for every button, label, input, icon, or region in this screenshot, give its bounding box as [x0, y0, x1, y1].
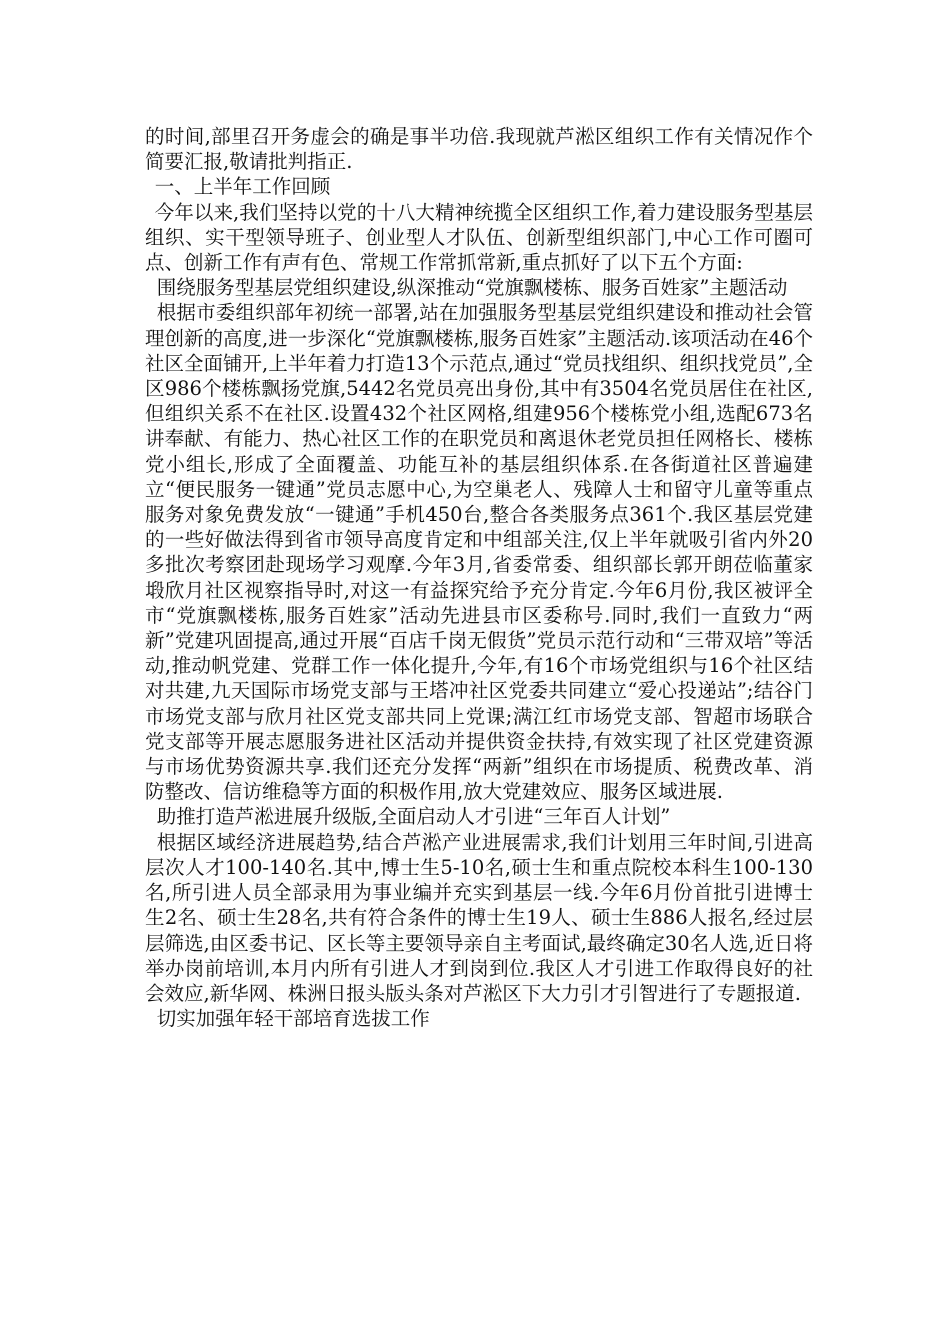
subheading-party-building: 围绕服务型基层党组织建设,纵深推动“党旗飘楼栋、服务百姓家”主题活动: [156, 276, 788, 300]
talent-plan-paragraph: 根据区域经济进展趋势,结合芦淞产业进展需求,我们计划用三年时间,引进高层次人才100-140名.其中,博士生5-10名,硕士生和重点院校本科生100-130名,所引进人员全部录用为事业编并充实到基层一线.今年6月份首批引进博士生2名、硕士生28名,共有符合条件的博士生19人、硕士生886人报名,经过层层筛选,由区委书记、区长等主要领导亲自主考面试,最终确定30名人选,近日将举办岗前培训,本月内所有引进人才到岗到位.我区人才引进工作取得良好的社会效应,新华网、株洲日报头版头条对芦淞区下大力引才引智进行了专题报道.: [145, 830, 813, 1005]
subheading-talent-plan: 助推打造芦淞进展升级版,全面启动人才引进“三年百人计划”: [156, 805, 671, 829]
subheading-young-cadres: 切实加强年轻干部培育选拔工作: [156, 1007, 430, 1031]
overview-paragraph: 今年以来,我们坚持以党的十八大精神统揽全区组织工作,着力建设服务型基层组织、实干型领导班子、创业型人才队伍、创新型组织部门,中心工作可圈可点、创新工作有声有色、常规工作常抓常新,重点抓好了以下五个方面:: [145, 200, 813, 275]
intro-paragraph: 的时间,部里召开务虚会的确是事半功倍.我现就芦淞区组织工作有关情况作个简要汇报,敬请批判指正.: [145, 125, 813, 174]
section-heading-review: 一、上半年工作回顾: [154, 175, 331, 199]
party-building-paragraph: 根据市委组织部年初统一部署,站在加强服务型基层党组织建设和推动社会管理创新的高度,进一步深化“党旗飘楼栋,服务百姓家”主题活动.该项活动在46个社区全面铺开,上半年着力打造13个示范点,通过“党员找组织、组织找党员”,全区986个楼栋飘扬党旗,5442名党员亮出身份,其中有3504名党员居住在社区,但组织关系不在社区.设置432个社区网格,组建956个楼栋党小组,选配673名讲奉献、有能力、热心社区工作的在职党员和离退休老党员担任网格长、楼栋党小组长,形成了全面覆盖、功能互补的基层组织体系.在各街道社区普遍建立“便民服务一键通”党员志愿中心,为空巢老人、残障人士和留守儿童等重点服务对象免费发放“一键通”手机450台,整合各类服务点361个.我区基层党建的一些好做法得到省市领导高度肯定和中组部关注,仅上半年就吸引省内外20多批次考察团赴现场学习观摩.今年3月,省委常委、组织部长郭开朗莅临董家塅欣月社区视察指导时,对这一有益探究给予充分肯定.今年6月份,我区被评全市“党旗飘楼栋,服务百姓家”活动先进县市区委称号.同时,我们一直致力“两新”党建巩固提高,通过开展“百店千岗无假货”党员示范行动和“三带双培”等活动,推动帆党建、党群工作一体化提升,今年,有16个市场党组织与16个社区结对共建,九天国际市场党支部与王塔冲社区党委共同建立“爱心投递站”;结谷门市场党支部与欣月社区党支部共同上党课;满江红市场党支部、智超市场联合党支部等开展志愿服务进社区活动并提供资金扶持,有效实现了社区党建资源与市场优势资源共享.我们还充分发挥“两新”组织在市场提质、税费改革、消防整改、信访维稳等方面的积极作用,放大党建效应、服务区域进展.: [145, 301, 813, 804]
document-page: [145, 124, 813, 1031]
